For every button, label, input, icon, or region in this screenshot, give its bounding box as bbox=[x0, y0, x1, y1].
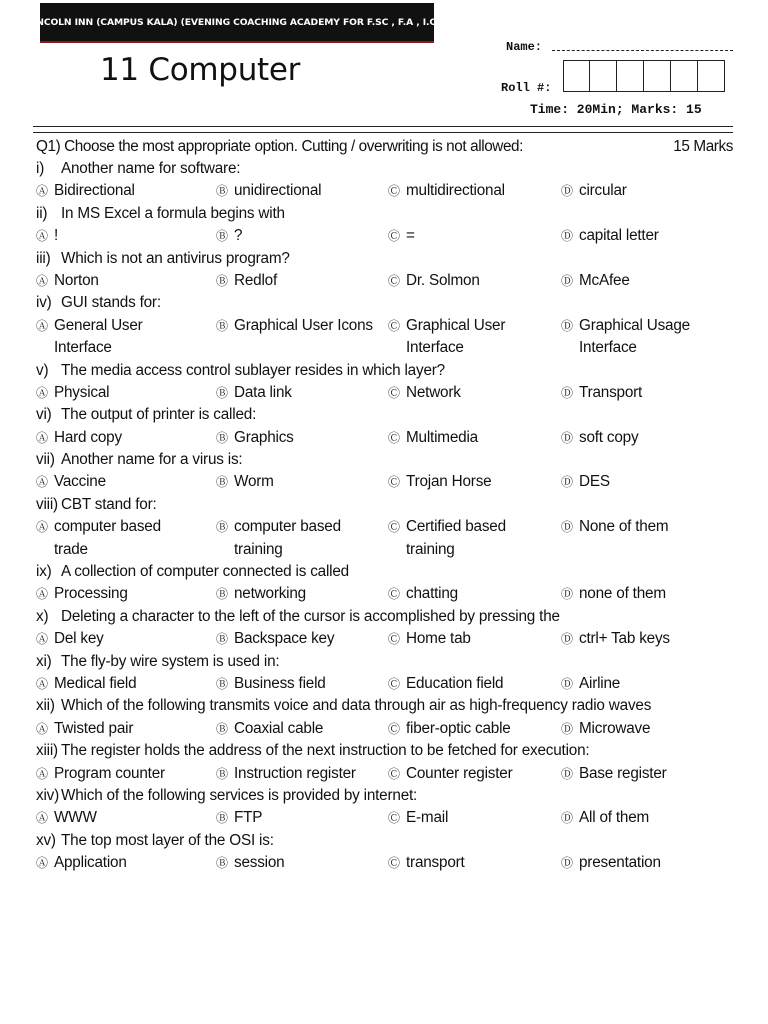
question-text: Which is not an antivirus program? bbox=[61, 249, 290, 267]
option-c-marker-icon: Ⓒ bbox=[388, 273, 400, 288]
option-a[interactable] bbox=[36, 471, 106, 493]
option-a[interactable] bbox=[36, 583, 128, 605]
question-item bbox=[36, 203, 733, 248]
option-text: None of them bbox=[579, 518, 669, 536]
option-b-marker-icon: Ⓑ bbox=[216, 587, 228, 602]
option-c[interactable] bbox=[388, 763, 512, 785]
option-text: unidirectional bbox=[234, 182, 322, 200]
question-text: The output of printer is called: bbox=[61, 406, 257, 424]
option-c[interactable] bbox=[388, 673, 503, 695]
question-stem bbox=[36, 606, 733, 628]
question-text: In MS Excel a formula begins with bbox=[61, 204, 285, 222]
option-a-marker-icon: Ⓐ bbox=[36, 229, 48, 244]
option-a-marker-icon: Ⓐ bbox=[36, 677, 48, 692]
question-item bbox=[36, 695, 733, 740]
option-text: WWW bbox=[54, 809, 97, 827]
question-number: xii) bbox=[36, 697, 55, 715]
option-d-marker-icon: Ⓓ bbox=[561, 273, 573, 288]
question-item bbox=[36, 404, 733, 449]
options-row bbox=[36, 225, 733, 247]
option-a-marker-icon: Ⓐ bbox=[36, 430, 48, 445]
question-number: ix) bbox=[36, 563, 52, 581]
question-number: vi) bbox=[36, 406, 52, 424]
options-row bbox=[36, 427, 733, 449]
option-b-marker-icon: Ⓑ bbox=[216, 677, 228, 692]
option-d[interactable] bbox=[561, 382, 642, 404]
option-c[interactable] bbox=[388, 315, 505, 360]
option-c-marker-icon: Ⓒ bbox=[388, 184, 400, 199]
question-stem bbox=[36, 494, 733, 516]
question-item bbox=[36, 830, 733, 875]
option-text: McAfee bbox=[579, 271, 630, 289]
option-text: Business field bbox=[234, 675, 326, 693]
option-text: Graphical User Icons bbox=[234, 316, 373, 334]
question-number: ii) bbox=[36, 204, 48, 222]
question-text: Another name for software: bbox=[61, 160, 241, 177]
options-row bbox=[36, 315, 733, 360]
option-text: multidirectional bbox=[406, 182, 505, 200]
option-d-marker-icon: Ⓓ bbox=[561, 385, 573, 400]
roll-digit-box[interactable] bbox=[698, 60, 725, 92]
option-a-marker-icon: Ⓐ bbox=[36, 318, 48, 333]
option-b-marker-icon: Ⓑ bbox=[216, 721, 228, 736]
option-text: Worm bbox=[234, 473, 274, 491]
option-text: = bbox=[406, 227, 415, 245]
option-text: circular bbox=[579, 182, 627, 200]
question-item bbox=[36, 494, 733, 561]
option-d-marker-icon: Ⓓ bbox=[561, 430, 573, 445]
option-b-marker-icon: Ⓑ bbox=[216, 766, 228, 781]
option-text: session bbox=[234, 854, 285, 872]
time-marks-info: Time: 20Min; Marks: 15 bbox=[530, 102, 702, 117]
option-c-marker-icon: Ⓒ bbox=[388, 430, 400, 445]
option-text: Del key bbox=[54, 630, 104, 648]
option-a[interactable] bbox=[36, 270, 99, 292]
options-row bbox=[36, 628, 733, 650]
option-b-marker-icon: Ⓑ bbox=[216, 520, 228, 535]
option-a[interactable] bbox=[36, 718, 133, 740]
option-a[interactable] bbox=[36, 225, 58, 247]
option-d[interactable] bbox=[561, 315, 690, 360]
option-d[interactable] bbox=[561, 628, 670, 650]
option-b-marker-icon: Ⓑ bbox=[216, 184, 228, 199]
section-heading bbox=[36, 138, 733, 156]
section-marks: 15 Marks bbox=[673, 138, 733, 155]
name-label: Name: bbox=[506, 40, 543, 54]
option-a-marker-icon: Ⓐ bbox=[36, 520, 48, 535]
option-c-marker-icon: Ⓒ bbox=[388, 856, 400, 871]
option-text: Program counter bbox=[54, 764, 165, 782]
option-text: presentation bbox=[579, 854, 661, 872]
option-text: transport bbox=[406, 854, 465, 872]
question-number: vii) bbox=[36, 451, 55, 469]
option-d[interactable] bbox=[561, 427, 638, 449]
option-b[interactable] bbox=[216, 427, 294, 449]
option-a-marker-icon: Ⓐ bbox=[36, 385, 48, 400]
question-text: Which of the following transmits voice and data through air as high-frequency radio waves bbox=[61, 697, 652, 715]
option-d[interactable] bbox=[561, 180, 627, 202]
option-b-marker-icon: Ⓑ bbox=[216, 856, 228, 871]
option-text: Counter register bbox=[406, 764, 513, 782]
question-number: i) bbox=[36, 160, 45, 177]
option-text: Data link bbox=[234, 383, 292, 401]
option-b[interactable] bbox=[216, 516, 341, 561]
option-c[interactable] bbox=[388, 382, 461, 404]
option-b-marker-icon: Ⓑ bbox=[216, 475, 228, 490]
option-c[interactable] bbox=[388, 270, 480, 292]
option-text: Transport bbox=[579, 383, 643, 401]
question-stem bbox=[36, 404, 733, 426]
option-d[interactable] bbox=[561, 718, 650, 740]
option-c[interactable] bbox=[388, 225, 415, 247]
roll-digit-box[interactable] bbox=[617, 60, 644, 92]
option-text: ctrl+ Tab keys bbox=[579, 630, 670, 648]
question-text: Deleting a character to the left of the cursor is accomplished by pressing the bbox=[61, 607, 560, 625]
option-c-marker-icon: Ⓒ bbox=[388, 721, 400, 736]
option-c-marker-icon: Ⓒ bbox=[388, 766, 400, 781]
question-number: xiv) bbox=[36, 786, 59, 804]
option-text: fiber-optic cable bbox=[406, 719, 511, 737]
option-b[interactable] bbox=[216, 225, 242, 247]
option-d[interactable] bbox=[561, 763, 667, 785]
question-number: v) bbox=[36, 361, 49, 379]
question-item bbox=[36, 248, 733, 293]
option-c-marker-icon: Ⓒ bbox=[388, 385, 400, 400]
option-text: Home tab bbox=[406, 630, 471, 648]
question-item bbox=[36, 449, 733, 494]
option-b[interactable] bbox=[216, 852, 284, 874]
roll-digit-box[interactable] bbox=[563, 60, 590, 92]
option-text: Backspace key bbox=[234, 630, 335, 648]
option-a-marker-icon: Ⓐ bbox=[36, 475, 48, 490]
option-c-marker-icon: Ⓒ bbox=[388, 677, 400, 692]
option-a[interactable] bbox=[36, 382, 109, 404]
option-text: DES bbox=[579, 473, 610, 491]
banner-text: LINCOLN INN (CAMPUS KALA) (EVENING COACHING ACADEMY FOR F.SC , F.A , I.CS) bbox=[27, 16, 447, 28]
options-row bbox=[36, 471, 733, 493]
option-c-marker-icon: Ⓒ bbox=[388, 475, 400, 490]
option-b-marker-icon: Ⓑ bbox=[216, 430, 228, 445]
institute-banner bbox=[27, 3, 447, 43]
option-d[interactable] bbox=[561, 516, 668, 538]
option-b[interactable] bbox=[216, 382, 292, 404]
question-stem bbox=[36, 158, 733, 180]
options-row bbox=[36, 180, 733, 202]
name-field[interactable] bbox=[552, 50, 733, 51]
option-text: computer based training bbox=[234, 518, 341, 558]
divider-bottom bbox=[33, 132, 733, 133]
question-item bbox=[36, 292, 733, 359]
option-d-marker-icon: Ⓓ bbox=[561, 811, 573, 826]
question-number: xi) bbox=[36, 652, 52, 670]
option-text: Trojan Horse bbox=[406, 473, 492, 491]
option-text: All of them bbox=[579, 809, 650, 827]
divider-top bbox=[33, 126, 733, 127]
option-text: Vaccine bbox=[54, 473, 106, 491]
option-a[interactable] bbox=[36, 673, 136, 695]
option-d[interactable] bbox=[561, 583, 666, 605]
option-b[interactable] bbox=[216, 763, 356, 785]
option-b[interactable] bbox=[216, 673, 326, 695]
question-item bbox=[36, 158, 733, 203]
option-text: Certified based training bbox=[406, 518, 506, 558]
option-d[interactable] bbox=[561, 673, 620, 695]
page-title: 11 Computer bbox=[100, 52, 301, 88]
options-row bbox=[36, 583, 733, 605]
option-d-marker-icon: Ⓓ bbox=[561, 632, 573, 647]
option-text: Airline bbox=[579, 675, 621, 693]
question-list bbox=[36, 158, 733, 875]
option-a-marker-icon: Ⓐ bbox=[36, 184, 48, 199]
option-b[interactable] bbox=[216, 807, 262, 829]
options-row bbox=[36, 807, 733, 829]
options-row bbox=[36, 516, 733, 561]
option-text: ! bbox=[54, 227, 59, 245]
option-c[interactable] bbox=[388, 427, 478, 449]
option-b-marker-icon: Ⓑ bbox=[216, 632, 228, 647]
question-number: xv) bbox=[36, 831, 56, 849]
option-a[interactable] bbox=[36, 427, 122, 449]
question-item bbox=[36, 785, 733, 830]
option-c[interactable] bbox=[388, 807, 448, 829]
question-stem bbox=[36, 651, 733, 673]
option-b-marker-icon: Ⓑ bbox=[216, 318, 228, 333]
option-d-marker-icon: Ⓓ bbox=[561, 184, 573, 199]
option-b[interactable] bbox=[216, 270, 277, 292]
question-item bbox=[36, 740, 733, 785]
question-item bbox=[36, 360, 733, 405]
option-d-marker-icon: Ⓓ bbox=[561, 721, 573, 736]
question-text: GUI stands for: bbox=[61, 294, 161, 312]
question-stem bbox=[36, 203, 733, 225]
option-c[interactable] bbox=[388, 718, 511, 740]
option-a-marker-icon: Ⓐ bbox=[36, 273, 48, 288]
option-a[interactable] bbox=[36, 315, 143, 360]
option-d[interactable] bbox=[561, 852, 661, 874]
question-item bbox=[36, 606, 733, 651]
option-d-marker-icon: Ⓓ bbox=[561, 475, 573, 490]
option-a-marker-icon: Ⓐ bbox=[36, 632, 48, 647]
question-number: x) bbox=[36, 607, 49, 625]
option-d-marker-icon: Ⓓ bbox=[561, 677, 573, 692]
option-text: Bidirectional bbox=[54, 182, 135, 200]
option-b[interactable] bbox=[216, 628, 334, 650]
option-text: Redlof bbox=[234, 271, 278, 289]
question-stem bbox=[36, 292, 733, 314]
option-d[interactable] bbox=[561, 225, 659, 247]
question-text: The fly-by wire system is used in: bbox=[61, 652, 280, 670]
question-text: A collection of computer connected is called bbox=[61, 563, 349, 581]
option-text: Application bbox=[54, 854, 127, 872]
option-text: Medical field bbox=[54, 675, 137, 693]
option-text: Network bbox=[406, 383, 461, 401]
options-row bbox=[36, 382, 733, 404]
question-stem bbox=[36, 785, 733, 807]
option-d-marker-icon: Ⓓ bbox=[561, 318, 573, 333]
option-text: ? bbox=[234, 227, 243, 245]
question-stem bbox=[36, 248, 733, 270]
option-d-marker-icon: Ⓓ bbox=[561, 766, 573, 781]
option-text: Hard copy bbox=[54, 428, 122, 446]
option-text: Microwave bbox=[579, 719, 651, 737]
roll-digit-box[interactable] bbox=[671, 60, 698, 92]
option-text: Physical bbox=[54, 383, 110, 401]
option-a[interactable] bbox=[36, 852, 127, 874]
option-text: Base register bbox=[579, 764, 667, 782]
question-text: The media access control sublayer resides in which layer? bbox=[61, 361, 445, 379]
option-text: Instruction register bbox=[234, 764, 356, 782]
option-text: E-mail bbox=[406, 809, 449, 827]
option-text: Multimedia bbox=[406, 428, 478, 446]
options-row bbox=[36, 763, 733, 785]
question-text: CBT stand for: bbox=[61, 495, 157, 513]
option-text: chatting bbox=[406, 585, 458, 603]
option-text: General User Interface bbox=[54, 316, 143, 357]
question-text: The register holds the address of the next instruction to be fetched for execution: bbox=[61, 742, 590, 760]
option-c-marker-icon: Ⓒ bbox=[388, 520, 400, 535]
option-a-marker-icon: Ⓐ bbox=[36, 721, 48, 736]
roll-number-boxes[interactable] bbox=[563, 60, 725, 92]
option-text: Graphical User Interface bbox=[406, 316, 506, 357]
option-text: none of them bbox=[579, 585, 666, 603]
option-c[interactable] bbox=[388, 471, 491, 493]
option-d-marker-icon: Ⓓ bbox=[561, 520, 573, 535]
option-a[interactable] bbox=[36, 180, 135, 202]
option-a-marker-icon: Ⓐ bbox=[36, 587, 48, 602]
option-a[interactable] bbox=[36, 807, 97, 829]
option-c-marker-icon: Ⓒ bbox=[388, 632, 400, 647]
question-stem bbox=[36, 740, 733, 762]
option-b[interactable] bbox=[216, 718, 323, 740]
options-row bbox=[36, 718, 733, 740]
option-text: Norton bbox=[54, 271, 99, 289]
option-c-marker-icon: Ⓒ bbox=[388, 229, 400, 244]
question-number: xiii) bbox=[36, 742, 58, 760]
option-c[interactable] bbox=[388, 516, 506, 561]
option-text: Graphical Usage Interface bbox=[579, 316, 690, 357]
option-a-marker-icon: Ⓐ bbox=[36, 766, 48, 781]
option-b-marker-icon: Ⓑ bbox=[216, 229, 228, 244]
option-a-marker-icon: Ⓐ bbox=[36, 811, 48, 826]
roll-digit-box[interactable] bbox=[590, 60, 617, 92]
question-text: Another name for a virus is: bbox=[61, 451, 243, 469]
option-text: Education field bbox=[406, 675, 504, 693]
question-item bbox=[36, 651, 733, 696]
option-text: Twisted pair bbox=[54, 719, 134, 737]
option-text: Coaxial cable bbox=[234, 719, 324, 737]
option-text: Graphics bbox=[234, 428, 294, 446]
section-instruction: Q1) Choose the most appropriate option. Cutting / overwriting is not allowed: bbox=[36, 138, 524, 155]
question-number: iv) bbox=[36, 294, 52, 312]
option-b[interactable] bbox=[216, 583, 306, 605]
option-b-marker-icon: Ⓑ bbox=[216, 385, 228, 400]
question-stem bbox=[36, 449, 733, 471]
options-row bbox=[36, 852, 733, 874]
question-number: viii) bbox=[36, 495, 58, 513]
option-text: networking bbox=[234, 585, 306, 603]
question-stem bbox=[36, 695, 733, 717]
option-text: Processing bbox=[54, 585, 128, 603]
option-b-marker-icon: Ⓑ bbox=[216, 273, 228, 288]
option-b[interactable] bbox=[216, 471, 274, 493]
option-d[interactable] bbox=[561, 807, 649, 829]
option-text: FTP bbox=[234, 809, 263, 827]
option-a[interactable] bbox=[36, 516, 161, 561]
option-c-marker-icon: Ⓒ bbox=[388, 811, 400, 826]
options-row bbox=[36, 673, 733, 695]
option-text: soft copy bbox=[579, 428, 639, 446]
option-d-marker-icon: Ⓓ bbox=[561, 587, 573, 602]
option-d-marker-icon: Ⓓ bbox=[561, 229, 573, 244]
option-b-marker-icon: Ⓑ bbox=[216, 811, 228, 826]
question-stem bbox=[36, 360, 733, 382]
option-d[interactable] bbox=[561, 270, 630, 292]
options-row bbox=[36, 270, 733, 292]
question-text: Which of the following services is provided by internet: bbox=[61, 786, 418, 804]
option-text: computer based trade bbox=[54, 518, 161, 558]
question-stem bbox=[36, 561, 733, 583]
option-a[interactable] bbox=[36, 763, 165, 785]
question-item bbox=[36, 561, 733, 606]
option-a[interactable] bbox=[36, 628, 104, 650]
roll-number-label: Roll #: bbox=[501, 81, 552, 95]
option-c-marker-icon: Ⓒ bbox=[388, 318, 400, 333]
option-text: Dr. Solmon bbox=[406, 271, 480, 289]
option-c[interactable] bbox=[388, 583, 458, 605]
option-b[interactable] bbox=[216, 315, 373, 337]
question-text: The top most layer of the OSI is: bbox=[61, 831, 274, 849]
option-a-marker-icon: Ⓐ bbox=[36, 856, 48, 871]
question-number: iii) bbox=[36, 249, 51, 267]
option-c[interactable] bbox=[388, 852, 465, 874]
option-d[interactable] bbox=[561, 471, 610, 493]
question-stem bbox=[36, 830, 733, 852]
option-c[interactable] bbox=[388, 180, 505, 202]
option-c-marker-icon: Ⓒ bbox=[388, 587, 400, 602]
option-text: capital letter bbox=[579, 227, 659, 245]
option-b[interactable] bbox=[216, 180, 321, 202]
option-d-marker-icon: Ⓓ bbox=[561, 856, 573, 871]
roll-digit-box[interactable] bbox=[644, 60, 671, 92]
option-c[interactable] bbox=[388, 628, 471, 650]
